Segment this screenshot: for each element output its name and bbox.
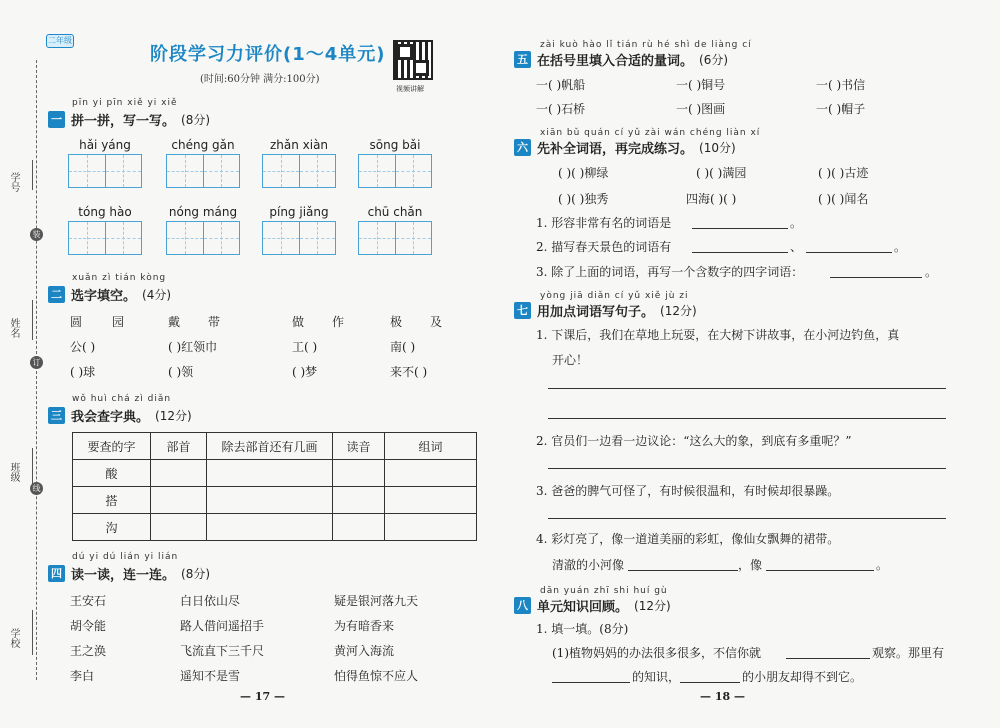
answer-line[interactable] <box>786 658 870 659</box>
answer-cell[interactable] <box>207 487 333 514</box>
column-header: 要查的字 <box>73 433 151 460</box>
fill-blank[interactable]: ( )球 <box>70 365 96 379</box>
section-title: 拼一拼，写一写。 <box>71 114 176 129</box>
grade-badge: 二年级 <box>46 34 74 48</box>
margin-label-id: 学号 <box>8 172 19 192</box>
section-pinyin: wǒ huì chá zì diǎn <box>72 394 172 404</box>
fill-blank[interactable]: ( )( )闻名 <box>818 192 869 206</box>
fill-blank[interactable]: ( )( )柳绿 <box>558 166 609 180</box>
choice-char: 园 <box>112 315 125 329</box>
poem-line[interactable]: 遥知不是雪 <box>180 669 241 683</box>
table-row <box>73 460 477 487</box>
column-header: 部首 <box>151 433 207 460</box>
answer-line[interactable] <box>552 682 630 683</box>
answer-line[interactable] <box>548 388 946 389</box>
fill-blank[interactable]: ( )( )满园 <box>696 166 747 180</box>
section-number: 二 <box>48 286 65 303</box>
answer-cell[interactable] <box>151 460 207 487</box>
fill-blank[interactable]: ( )( )独秀 <box>558 192 609 206</box>
section-heading <box>48 110 210 129</box>
fill-blank[interactable]: 一( )帆船 <box>536 78 586 92</box>
question-text: 4. 彩灯亮了，像一道道美丽的彩虹，像仙女飘舞的裙带。 <box>536 532 840 546</box>
pinyin-word: hǎi yáng <box>79 138 131 152</box>
section-title: 用加点词语写句子。 <box>537 305 655 320</box>
fill-blank[interactable]: 一( )图画 <box>676 102 726 116</box>
fill-blank[interactable]: 来不( ) <box>390 365 428 379</box>
fill-blank[interactable]: ( )领 <box>168 365 194 379</box>
section-pinyin: pīn yi pīn xiě yi xiě <box>72 98 178 108</box>
question-text: ，像 <box>738 558 763 572</box>
section-title: 单元知识回顾。 <box>537 600 629 615</box>
section-score: (10分) <box>699 141 736 155</box>
margin-label-school: 学校 <box>8 628 19 648</box>
table-cell: 酸 <box>73 460 151 487</box>
column-header: 除去部首还有几画 <box>207 433 333 460</box>
binding-hole: 订 <box>30 356 43 369</box>
section-heading <box>514 138 736 157</box>
poem-line[interactable]: 为有暗香来 <box>334 619 395 633</box>
answer-cell[interactable] <box>333 460 385 487</box>
choice-char: 带 <box>208 315 221 329</box>
answer-line[interactable] <box>548 518 946 519</box>
section-heading <box>514 596 671 615</box>
poet-name[interactable]: 胡令能 <box>70 619 107 633</box>
answer-line[interactable] <box>680 682 740 683</box>
question-text: 清澈的小河像 <box>552 558 625 572</box>
binding-hole: 线 <box>30 482 43 495</box>
answer-cell[interactable] <box>385 514 477 541</box>
pinyin-word: chéng gǎn <box>171 138 235 152</box>
writing-grid[interactable] <box>68 154 142 188</box>
section-pinyin: zài kuò hào lǐ tián rù hé shì de liàng cí <box>540 40 752 50</box>
section-score: (12分) <box>155 409 192 423</box>
fill-blank[interactable]: ( )( )古迹 <box>818 166 869 180</box>
pinyin-word: zhǎn xiàn <box>269 138 329 152</box>
question-text: 开心！ <box>552 353 589 367</box>
fill-blank[interactable]: ( )红领巾 <box>168 340 218 354</box>
question-text: 2. 描写春天景色的词语有 <box>536 240 672 254</box>
margin-label-name: 姓名 <box>8 318 19 338</box>
fill-blank[interactable]: 一( )石桥 <box>536 102 586 116</box>
section-number: 三 <box>48 407 65 424</box>
section-title: 我会查字典。 <box>71 410 150 425</box>
table-cell: 搭 <box>73 487 151 514</box>
writing-grid[interactable] <box>262 221 336 255</box>
answer-cell[interactable] <box>333 514 385 541</box>
poem-line[interactable]: 怕得鱼惊不应人 <box>334 669 419 683</box>
section-pinyin: yòng jiā diǎn cí yǔ xiě jù zi <box>540 291 689 301</box>
answer-cell[interactable] <box>385 460 477 487</box>
answer-line[interactable] <box>548 418 946 419</box>
section-heading <box>514 50 728 69</box>
section-pinyin: dān yuán zhī shi huí gù <box>540 586 668 596</box>
poem-line[interactable]: 路人借问遥招手 <box>180 619 265 633</box>
section-pinyin: xiān bǔ quán cí yǔ zài wán chéng liàn xí <box>540 128 761 138</box>
column-header: 组词 <box>385 433 477 460</box>
writing-grid[interactable] <box>166 154 240 188</box>
poem-line[interactable]: 黄河入海流 <box>334 644 395 658</box>
fill-blank[interactable]: 一( )帽子 <box>816 102 866 116</box>
section-title: 读一读，连一连。 <box>71 568 176 583</box>
answer-line[interactable] <box>830 277 922 278</box>
pinyin-word: nóng máng <box>168 205 238 219</box>
section-title: 先补全词语，再完成练习。 <box>537 142 694 157</box>
pinyin-word: sōng bǎi <box>369 138 421 152</box>
section-number: 七 <box>514 302 531 319</box>
section-number: 八 <box>514 597 531 614</box>
page-number: — 18 — <box>700 690 745 703</box>
section-score: (12分) <box>634 599 671 613</box>
choice-char: 做 <box>292 315 305 329</box>
section-score: (8分) <box>181 113 211 127</box>
fill-blank[interactable]: 南( ) <box>390 340 416 354</box>
poem-line[interactable]: 飞流直下三千尺 <box>180 644 265 658</box>
answer-line[interactable] <box>692 252 788 253</box>
section-score: (4分) <box>142 288 172 302</box>
choice-char: 圆 <box>70 315 83 329</box>
writing-grid[interactable] <box>358 221 432 255</box>
column-header: 读音 <box>333 433 385 460</box>
poem-line[interactable]: 白日依山尽 <box>180 594 241 608</box>
section-score: (12分) <box>660 304 697 318</box>
section-title: 选字填空。 <box>71 289 137 304</box>
section-score: (8分) <box>181 567 211 581</box>
binding-hole: 装 <box>30 228 43 241</box>
question-text: 1. 填一填。(8分) <box>536 622 629 636</box>
section-heading <box>48 285 171 304</box>
writing-grid[interactable] <box>358 154 432 188</box>
fill-blank[interactable]: 四海( )( ) <box>686 192 737 206</box>
section-heading <box>48 406 192 425</box>
section-number: 一 <box>48 111 65 128</box>
fill-blank[interactable]: 工( ) <box>292 340 318 354</box>
question-text: 3. 除了上面的词语，再写一个含数字的四字词语： <box>536 265 804 279</box>
question-text: 的小朋友却得不到它。 <box>742 670 863 684</box>
fill-blank[interactable]: 一( )书信 <box>816 78 866 92</box>
question-text: 1. 下课后，我们在草地上玩耍，在大树下讲故事，在小河边钓鱼，真 <box>536 328 900 342</box>
poem-line[interactable]: 疑是银河落九天 <box>334 594 419 608</box>
question-text: (1)植物妈妈的办法很多很多，不信你就 <box>552 646 761 660</box>
answer-cell[interactable] <box>207 460 333 487</box>
section-number: 六 <box>514 139 531 156</box>
table-cell: 沟 <box>73 514 151 541</box>
fill-blank[interactable]: 公( ) <box>70 340 96 354</box>
dictionary-table <box>72 432 477 541</box>
pinyin-word: píng jiǎng <box>269 205 329 219</box>
section-heading <box>514 301 697 320</box>
qr-caption: 视频讲解 <box>396 85 424 93</box>
answer-cell[interactable] <box>151 514 207 541</box>
answer-line[interactable] <box>692 228 788 229</box>
writing-grid[interactable] <box>166 221 240 255</box>
poet-name[interactable]: 王之涣 <box>70 644 107 658</box>
right-page: zài kuò hào lǐ tián rù hé shì de liàng cí 五 在括号里填入合适的量词。 (6分) 一( )帆船 一( )铜号 一( )书信 一( )石桥 一( )图画 一( )帽子 xiān bǔ quán cí yǔ zài wán chéng liàn xí 六 先补全词语，再完成练习。 (10分) ( )( )柳绿 ( )( )满园 ( )( )古迹 ( )( )独秀 四海( )( ) ( )( )闻名 1. 形容非常有名的词语是 。 2. 描写春天景色的词语有 、 。 3. 除了上面的词语，再写一个含数字的四字词语： 。 yòng jiā diǎn cí yǔ xiě jù zi 七 用加点词语写句子。 (12分) 1. 下课后，我们在草地上玩耍，在大树下讲故事，在小河边钓鱼，真 开心！ 2. 官员们一边看一边议论：“这么大的象，到底有多重呢？” 3. 爸爸的脾气可怪了，有时候很温和，有时候却很暴躁。 4. 彩灯亮了，像一道道美丽的彩虹，像仙女飘舞的裙带。 清澈的小河像 ，像 。 dān yuán zhī shi huí gù 八 单元知识回顾。 (12分) 1. 填一填。(8分) (1)植物妈妈的办法很多很多，不信你就 观察。那里有 的知识， 的小朋友却得不到它。 — 18 — <box>500 0 1000 728</box>
table-header-row <box>73 433 477 460</box>
question-text: 的知识， <box>632 670 681 684</box>
poet-name[interactable]: 李白 <box>70 669 95 683</box>
answer-cell[interactable] <box>151 487 207 514</box>
poet-name[interactable]: 王安石 <box>70 594 107 608</box>
choice-char: 戴 <box>168 315 181 329</box>
pinyin-word: chū chǎn <box>367 205 423 219</box>
answer-line[interactable] <box>548 468 946 469</box>
table-row <box>73 514 477 541</box>
section-number: 五 <box>514 51 531 68</box>
choice-char: 作 <box>332 315 345 329</box>
binding-line <box>36 60 37 680</box>
question-text: 1. 形容非常有名的词语是 <box>536 216 672 230</box>
page-title: 阶段学习力评价(1～4单元) <box>150 44 386 65</box>
page-subtitle: (时间:60分钟 满分:100分) <box>200 74 320 85</box>
section-pinyin: xuǎn zì tián kòng <box>72 273 167 283</box>
section-heading <box>48 564 210 583</box>
qr-code-icon[interactable] <box>393 40 433 80</box>
answer-line[interactable] <box>628 570 738 571</box>
section-score: (6分) <box>699 53 729 67</box>
section-pinyin: dú yi dú lián yi lián <box>72 552 179 562</box>
question-text: 观察。那里有 <box>872 646 945 660</box>
answer-cell[interactable] <box>333 487 385 514</box>
pinyin-word: tóng hào <box>78 205 132 219</box>
answer-line[interactable] <box>766 570 874 571</box>
answer-line[interactable] <box>806 252 892 253</box>
choice-char: 及 <box>430 315 443 329</box>
question-text: 2. 官员们一边看一边议论：“这么大的象，到底有多重呢？” <box>536 434 852 448</box>
choice-char: 极 <box>390 315 403 329</box>
page-number: — 17 — <box>240 690 285 703</box>
question-text: 。 <box>876 558 889 572</box>
writing-grid[interactable] <box>262 154 336 188</box>
question-text: 3. 爸爸的脾气可怪了，有时候很温和，有时候却很暴躁。 <box>536 484 840 498</box>
answer-cell[interactable] <box>385 487 477 514</box>
answer-cell[interactable] <box>207 514 333 541</box>
margin-label-class: 班级 <box>8 462 19 482</box>
fill-blank[interactable]: 一( )铜号 <box>676 78 726 92</box>
section-number: 四 <box>48 565 65 582</box>
writing-grid[interactable] <box>68 221 142 255</box>
table-row <box>73 487 477 514</box>
section-title: 在括号里填入合适的量词。 <box>537 54 694 69</box>
fill-blank[interactable]: ( )梦 <box>292 365 318 379</box>
